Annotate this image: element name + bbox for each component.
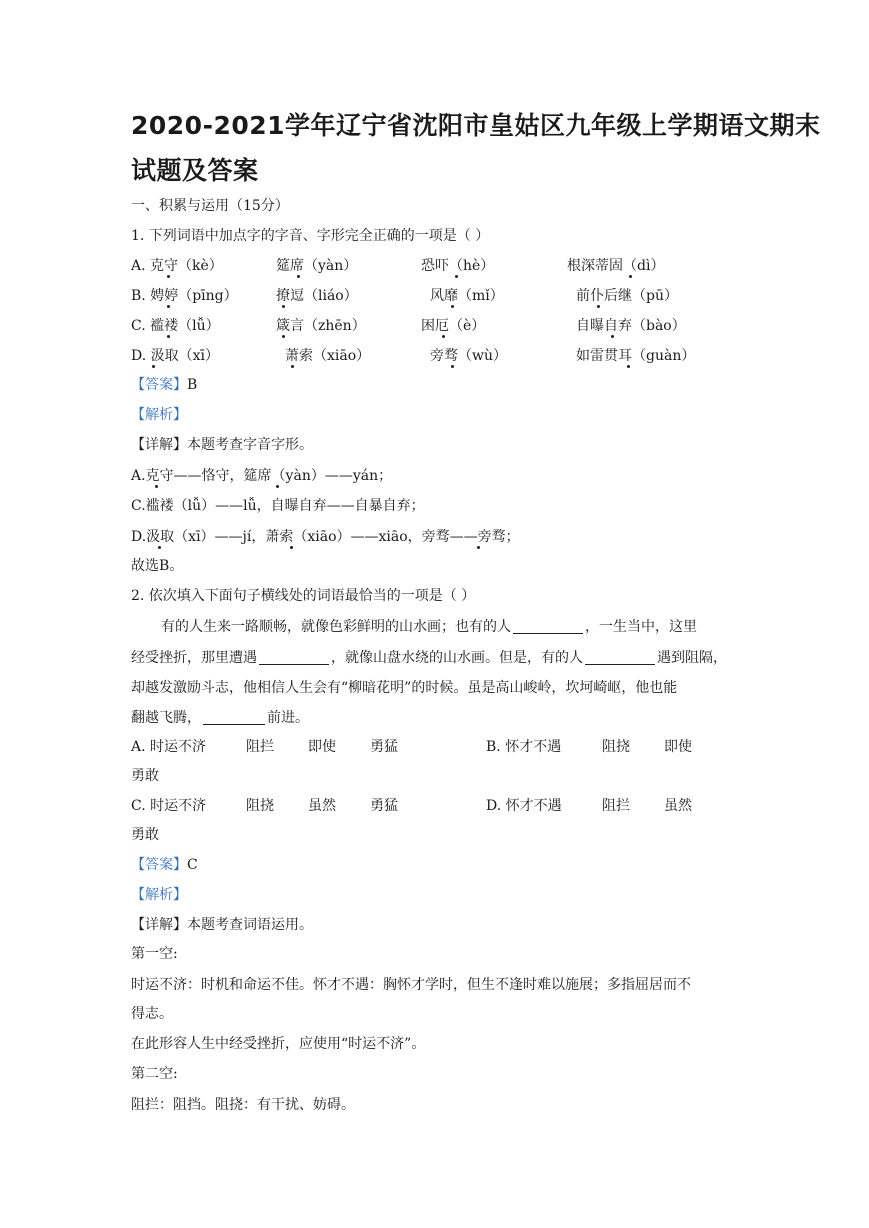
q1-option-b-word1: B. 娉婷（pīng） bbox=[131, 288, 238, 304]
fill-blank bbox=[259, 650, 329, 665]
answer-value: B bbox=[187, 377, 198, 393]
emphasis-dot bbox=[276, 485, 279, 488]
q2-blank1-heading: 第一空: bbox=[131, 946, 178, 962]
emphasis-dot bbox=[291, 365, 294, 368]
question-2-stem: 2. 依次填入下面句子横线处的词语最恰当的一项是（ ） bbox=[131, 588, 476, 604]
q1-option-c-word1: C. 褴褛（lǚ） bbox=[131, 318, 220, 334]
q2-option-a-word4: 勇猛 bbox=[370, 739, 398, 755]
q2-option-c-word3: 虽然 bbox=[308, 798, 336, 814]
passage-text: 经受挫折，那里遭遇 bbox=[131, 650, 257, 666]
q1-detail-line-d: D.汲取（xī）——jí，萧索（xiāo）——xiāo，旁骛——旁骛； bbox=[131, 529, 520, 545]
passage-text: 翻越飞腾， bbox=[131, 710, 201, 726]
emphasis-dot bbox=[167, 305, 170, 308]
emphasis-dot bbox=[442, 335, 445, 338]
section-heading: 一、积累与运用（15分） bbox=[131, 198, 289, 214]
q1-option-c-word3: 困厄（è） bbox=[421, 318, 486, 334]
q2-analysis-tag: 【解析】 bbox=[131, 887, 187, 903]
q2-option-b-word3: 即使 bbox=[664, 739, 692, 755]
emphasis-dot bbox=[297, 275, 300, 278]
emphasis-dot bbox=[597, 305, 600, 308]
detail-tag: 【详解】 bbox=[131, 917, 187, 933]
q1-conclusion: 故选B。 bbox=[131, 558, 184, 574]
q1-option-a-word1: A. 克守（kè） bbox=[131, 258, 223, 274]
detail-text: 本题考查字音字形。 bbox=[187, 437, 313, 453]
q2-passage-line-2 bbox=[131, 649, 727, 667]
passage-text: 有的人生来一路顺畅，就像色彩鲜明的山水画；也有的人 bbox=[161, 619, 511, 635]
emphasis-dot bbox=[629, 275, 632, 278]
q1-option-b-word3: 风靡（mǐ） bbox=[430, 288, 504, 304]
emphasis-dot bbox=[282, 335, 285, 338]
q2-option-d-word4: 勇敢 bbox=[131, 827, 159, 843]
q2-option-c-word1: C. 时运不济 bbox=[131, 798, 207, 814]
q2-option-d-word1: D. 怀才不遇 bbox=[486, 798, 562, 814]
document-title-line-1: 2020-2021学年辽宁省沈阳市皇姑区九年级上学期语文期末 bbox=[131, 111, 821, 140]
detail-text: 本题考查词语运用。 bbox=[187, 917, 313, 933]
emphasis-dot bbox=[611, 335, 614, 338]
q2-option-c-word2: 阻挠 bbox=[246, 798, 274, 814]
q1-option-a-word2: 筵席（yàn） bbox=[276, 258, 358, 274]
fill-blank bbox=[585, 650, 655, 665]
question-1-stem: 1. 下列词语中加点字的字音、字形完全正确的一项是（ ） bbox=[131, 228, 490, 244]
answer-value: C bbox=[187, 857, 198, 873]
q2-option-a-word1: A. 时运不济 bbox=[131, 739, 207, 755]
answer-tag: 【答案】 bbox=[131, 857, 187, 873]
q2-option-d-word3: 虽然 bbox=[664, 798, 692, 814]
q2-option-a-word3: 即使 bbox=[308, 739, 336, 755]
emphasis-dot bbox=[477, 546, 480, 549]
q2-blank2-explanation: 阻拦：阻挡。阻挠：有干扰、妨碍。 bbox=[131, 1097, 355, 1113]
q2-passage-line-3: 却越发激励斗志，他相信人生会有“柳暗花明”的时候。虽是高山峻岭，坎坷崎岖，他也能 bbox=[131, 680, 678, 696]
q2-option-d-word2: 阻拦 bbox=[602, 798, 630, 814]
q2-detail bbox=[131, 916, 313, 934]
emphasis-dot bbox=[627, 365, 630, 368]
emphasis-dot bbox=[290, 546, 293, 549]
q1-option-a-word4: 根深蒂固（dì） bbox=[567, 258, 665, 274]
q1-option-b-word2: 撩逗（liáo） bbox=[276, 288, 358, 304]
q2-blank2-heading: 第二空: bbox=[131, 1066, 178, 1082]
q2-option-a-word2: 阻拦 bbox=[246, 739, 274, 755]
q2-blank1-conclusion: 在此形容人生中经受挫折，应使用“时运不济”。 bbox=[131, 1036, 426, 1052]
emphasis-dot bbox=[158, 546, 161, 549]
fill-blank bbox=[513, 619, 583, 634]
q2-passage-line-4 bbox=[131, 709, 309, 727]
emphasis-dot bbox=[167, 275, 170, 278]
emphasis-dot bbox=[167, 335, 170, 338]
q2-option-b-word4: 勇敢 bbox=[131, 768, 159, 784]
q2-blank1-explanation: 时运不济：时机和命运不佳。怀才不遇：胸怀才学时，但生不逢时难以施展；多指屈居而不 bbox=[131, 977, 691, 993]
q1-detail bbox=[131, 436, 313, 454]
fill-blank bbox=[203, 710, 265, 725]
passage-text: 遇到阻隔， bbox=[657, 650, 727, 666]
q2-answer bbox=[131, 856, 198, 874]
q1-option-a-word3: 恐吓（hè） bbox=[421, 258, 495, 274]
q2-option-c-word4: 勇猛 bbox=[370, 798, 398, 814]
passage-text: ，就像山盘水绕的山水画。但是，有的人 bbox=[331, 650, 583, 666]
q1-option-d-word4: 如雷贯耳（guàn） bbox=[576, 348, 696, 364]
emphasis-dot bbox=[155, 485, 158, 488]
q2-passage-line-1 bbox=[161, 618, 697, 636]
emphasis-dot bbox=[455, 275, 458, 278]
q1-analysis-tag: 【解析】 bbox=[131, 407, 187, 423]
q1-answer bbox=[131, 376, 197, 394]
answer-tag: 【答案】 bbox=[131, 377, 187, 393]
document-title-line-2: 试题及答案 bbox=[131, 156, 259, 185]
q1-option-c-word2: 箴言（zhēn） bbox=[276, 318, 366, 334]
emphasis-dot bbox=[451, 305, 454, 308]
q1-detail-line-a: A.克守——恪守，筵席（yàn）——yán； bbox=[131, 468, 393, 484]
passage-text: 前进。 bbox=[267, 710, 309, 726]
q2-blank1-explanation-cont: 得志。 bbox=[131, 1006, 173, 1022]
emphasis-dot bbox=[282, 305, 285, 308]
q1-option-d-word2: 萧索（xiāo） bbox=[285, 348, 371, 364]
emphasis-dot bbox=[451, 365, 454, 368]
q2-option-b-word2: 阻挠 bbox=[602, 739, 630, 755]
passage-text: ，一生当中，这里 bbox=[585, 619, 697, 635]
q1-option-d-word3: 旁骛（wù） bbox=[430, 348, 507, 364]
detail-tag: 【详解】 bbox=[131, 437, 187, 453]
q1-option-c-word4: 自曝自弃（bào） bbox=[576, 318, 686, 334]
q1-detail-line-c: C.褴褛（lǚ）——lǚ，自曝自弃——自暴自弃； bbox=[131, 498, 425, 514]
q2-option-b-word1: B. 怀才不遇 bbox=[486, 739, 562, 755]
q1-option-d-word1: D. 汲取（xī） bbox=[131, 348, 219, 364]
emphasis-dot bbox=[152, 365, 155, 368]
q1-option-b-word4: 前仆后继（pū） bbox=[576, 288, 678, 304]
